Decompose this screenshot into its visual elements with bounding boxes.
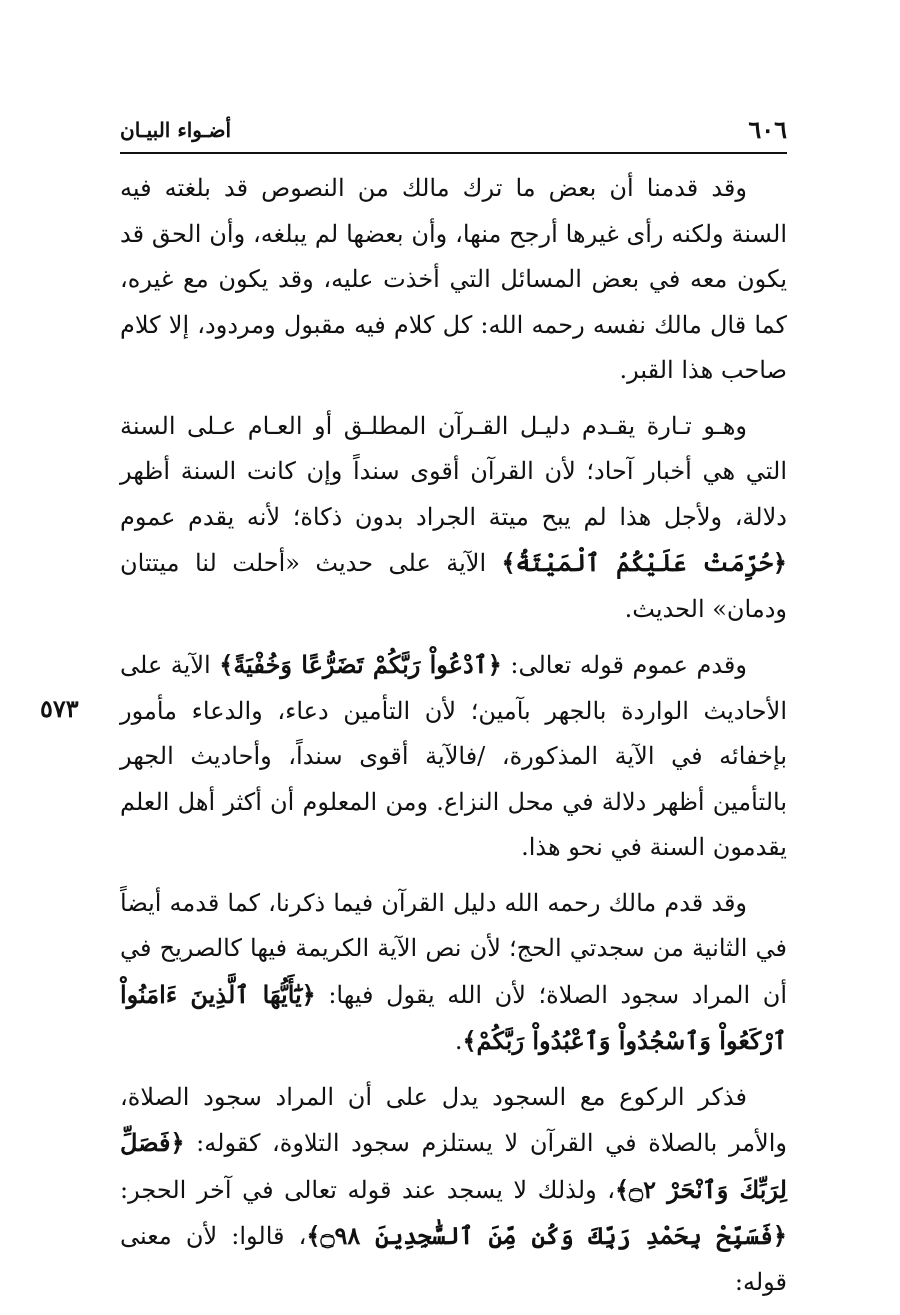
paragraph-text: . [454,1027,463,1055]
page-header [120,112,787,154]
paragraph-text: وقد قدمنا أن بعض ما ترك مالك من النصوص قد بلغته فيه السنة ولكنه رأى غيرها أرجح منها، وأن بعضها لم يبلغه، وأن الحق قد يكون معه في بعض المسائل التي أخذت عليه، وقد يكون مع غيره، كما قال مالك نفسه رحمه الله: كل كلام فيه مقبول ومردود، إلا كلام صاحب هذا القبر. [120,174,788,384]
paragraph-text: ، ولذلك لا يسجد عند قوله تعالى في آخر الحجر: [120,1175,615,1204]
quran-verse: ﴿يَٰٓأَيُّهَا ٱلَّذِينَ ءَامَنُواْ ٱرْكَعُواْ وَٱسْجُدُواْ وَٱعْبُدُواْ رَبَّكُمْ﴾ [120,979,787,1055]
paragraph-text: وقدم عموم قوله تعالى: [501,651,747,679]
paragraph-3 [120,642,787,871]
paragraph-text: الآية على الأحاديث الواردة بالجهر بآمين؛ لأن التأمين دعاء، والدعاء مأمور بإخفائه في الآية المذكورة، /فالآية أقوى سنداً، وأحاديث الجهر بالتأمين أظهر دلالة في محل النزاع. ومن المعلوم أن أكثر أهل العلم يقدمون السنة في نحو هذا. [120,651,787,861]
paragraph-2 [120,404,787,633]
paragraph-text: الآية على حديث «أحلت لنا ميتتان ودمان» الحديث. [120,549,787,623]
paragraph-text: ، قالوا: لأن معنى قوله: [120,1222,787,1296]
quran-verse: ﴿فَصَلِّ لِرَبِّكَ وَٱنْحَرْ ۝٢﴾ [120,1128,787,1204]
quran-verse: ﴿ٱدْعُواْ رَبَّكُمْ تَضَرُّعًا وَخُفْيَةً﴾ [219,650,502,679]
paragraph-1 [120,166,787,394]
margin-page-marker: ٥٧٣ [40,694,79,723]
book-title: أضـواء البيـان [120,118,232,142]
body-text [120,166,787,1315]
paragraph-5 [120,1075,787,1306]
paragraph-text: وقد قدم مالك رحمه الله دليل القرآن فيما ذكرنا، كما قدمه أيضاً في الثانية من سجدتي الحج؛ لأن نص الآية الكريمة فيها كالصريح في أن المراد سجود الصلاة؛ لأن الله يقول فيها: [120,888,788,1009]
page-number: ٦٠٦ [748,115,787,144]
quran-verse: ﴿حُرِّمَتْ عَلَيْكُمُ ٱلْمَيْتَةُ﴾ [501,548,787,577]
quran-verse: ﴿فَسَبِّحْ بِحَمْدِ رَبِّكَ وَكُن مِّنَ ٱلسَّٰجِدِينَ ۝٩٨﴾ [306,1221,787,1250]
paragraph-text: فذكر الركوع مع السجود يدل على أن المراد سجود الصلاة، والأمر بالصلاة في القرآن لا يستلزم سجود التلاوة، كقوله: [120,1082,787,1157]
paragraph-text: وهـو تـارة يقـدم دليـل القـرآن المطلـق أو العـام عـلى السنة التي هي أخبار آحاد؛ لأن القرآن أقوى سنداً وإن كانت السنة أظهر دلالة، ولأجل هذا لم يبح ميتة الجراد بدون ذكاة؛ لأنه يقدم عموم [120,411,787,531]
paragraph-4 [120,881,787,1065]
